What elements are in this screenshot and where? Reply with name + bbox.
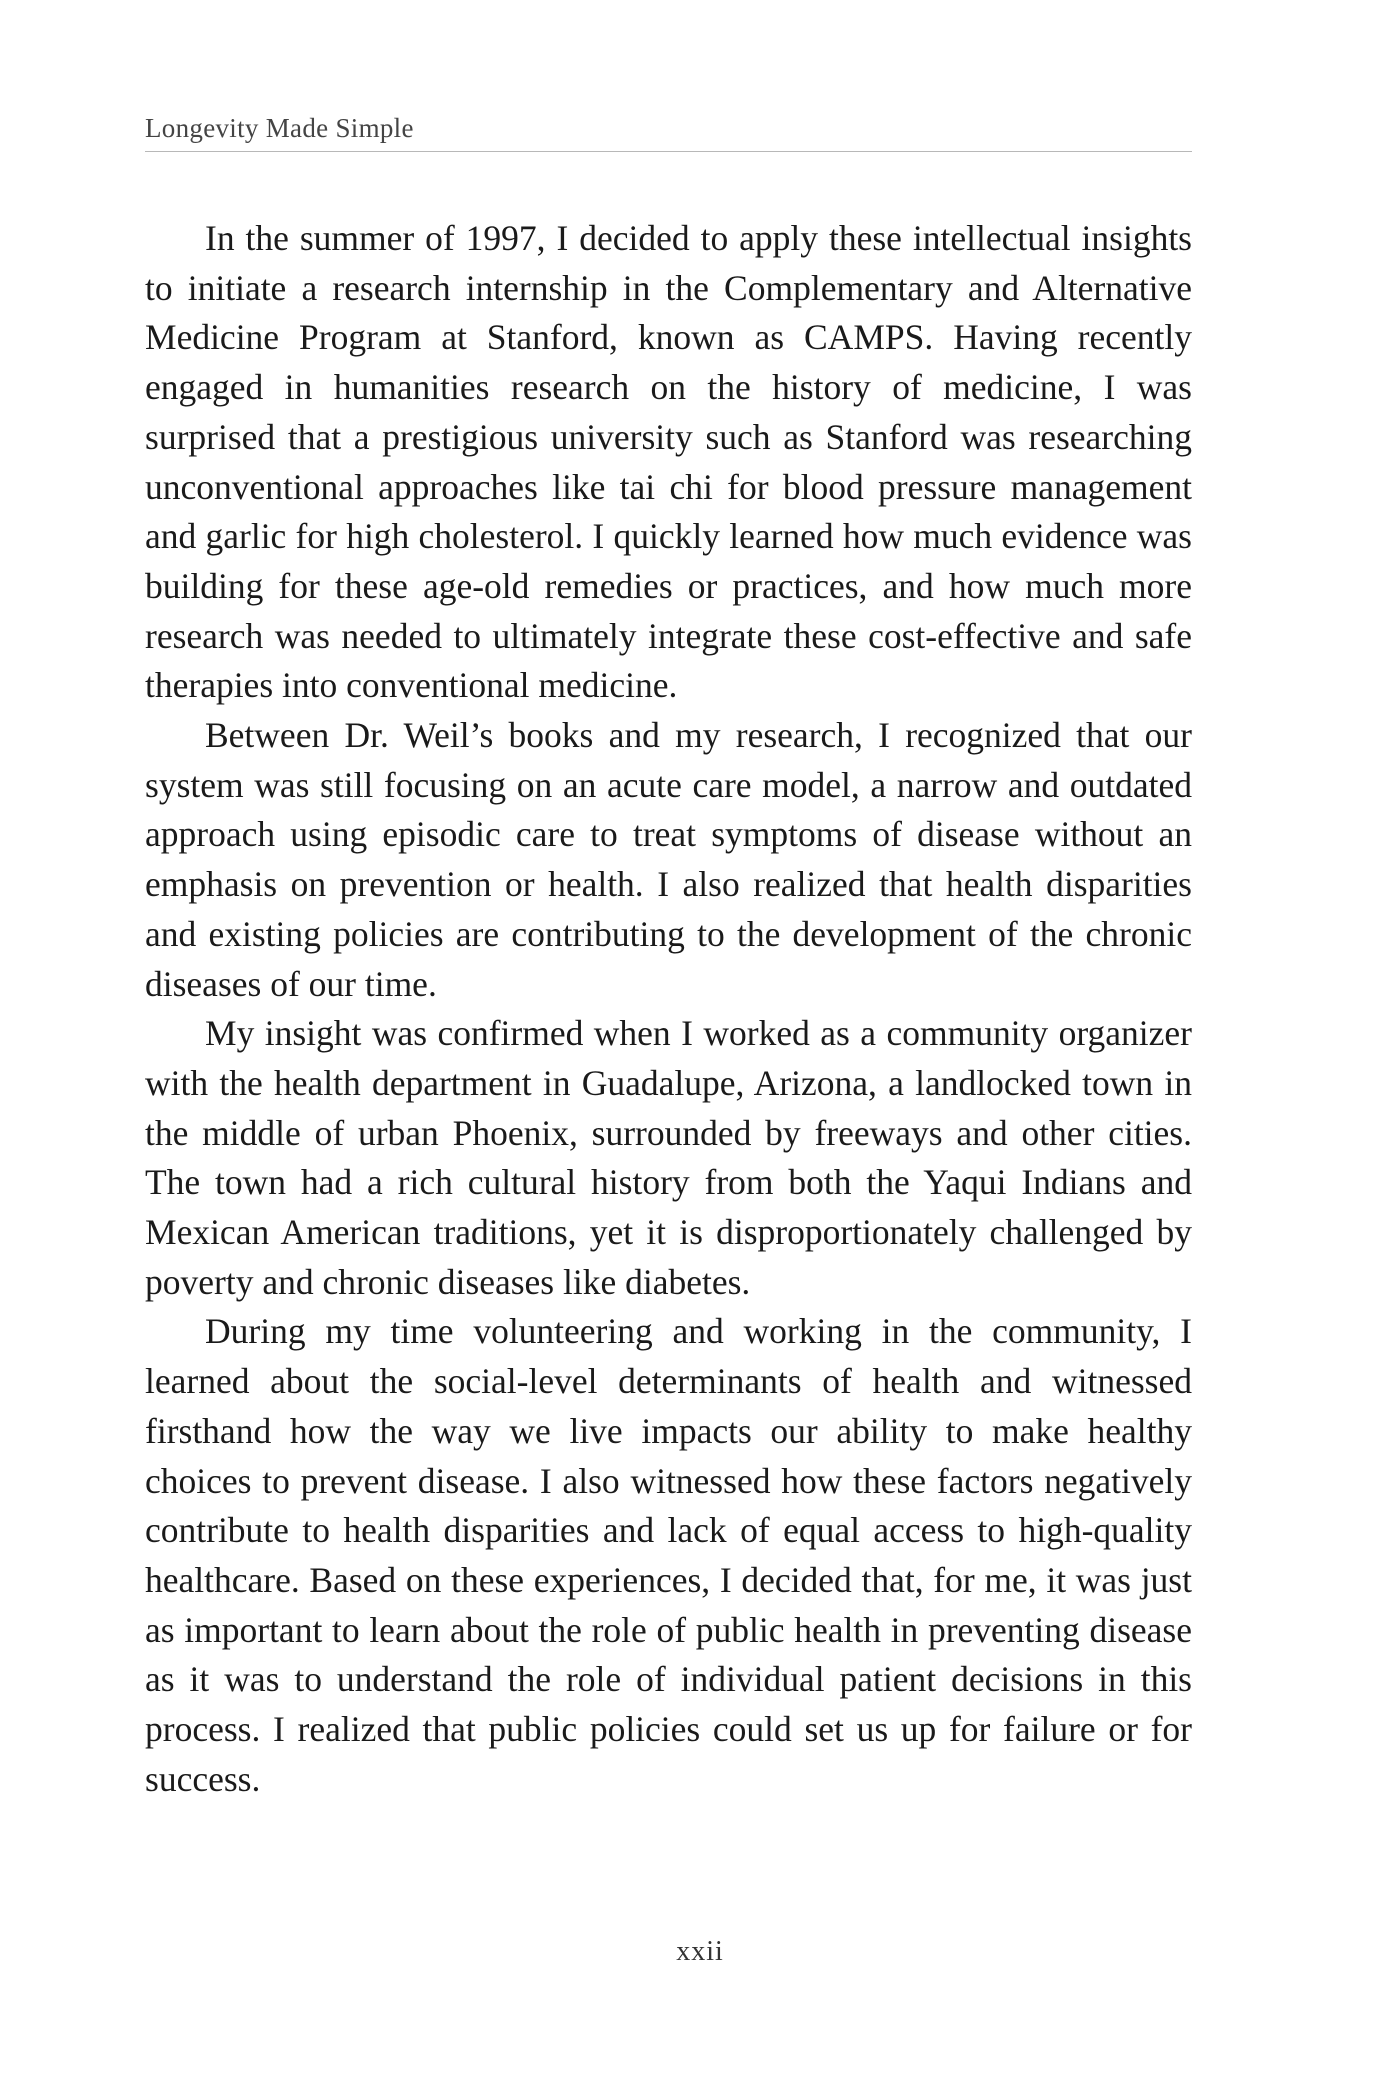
running-header: Longevity Made Simple [145, 113, 414, 143]
paragraph: During my time volunteering and working in the community, I learned about the social-level determinants of health and witnessed firsthand how the way we live impacts our ability to make healthy choices to prevent disease. I also witnessed how these factors negatively contribute to health disparities and lack of equal access to high-quality healthcare. Based on these experiences, I decided that, for me, it was just as important to learn about the role of public health in preventing disease as it was to understand the role of individual patient decisions in this process. I realized that public policies could set us up for failure or for success. [145, 1311, 1192, 1799]
paragraph: In the summer of 1997, I decided to apply these intellectual insights to initiate a research internship in the Complementary and Alternative Medicine Program at Stanford, known as CAMPS. Having recently engaged in humanities research on the history of medicine, I was surprised that a prestigious university such as Stanford was researching unconventional approaches like tai chi for blood pressure management and garlic for high cholesterol. I quickly learned how much evidence was building for these age-old remedies or practices, and how much more research was needed to ultimately integrate these cost-effective and safe therapies into conventional medicine. [145, 218, 1192, 706]
header-divider [145, 151, 1192, 152]
page-number: xxii [676, 1936, 724, 1967]
paragraph: Between Dr. Weil’s books and my research, I recognized that our system was still focusing on an acute care model, a narrow and outdated approach using episodic care to treat symptoms of disease without an emphasis on prevention or health. I also realized that health disparities and existing policies are contributing to the development of the chronic diseases of our time. [145, 715, 1192, 1004]
body-text [145, 214, 1192, 1805]
paragraph: My insight was confirmed when I worked as a community organizer with the health department in Guadalupe, Arizona, a landlocked town in the middle of urban Phoenix, surrounded by freeways and other cities. The town had a rich cultural history from both the Yaqui Indians and Mexican American traditions, yet it is disproportionately challenged by poverty and chronic diseases like diabetes. [145, 1013, 1192, 1302]
